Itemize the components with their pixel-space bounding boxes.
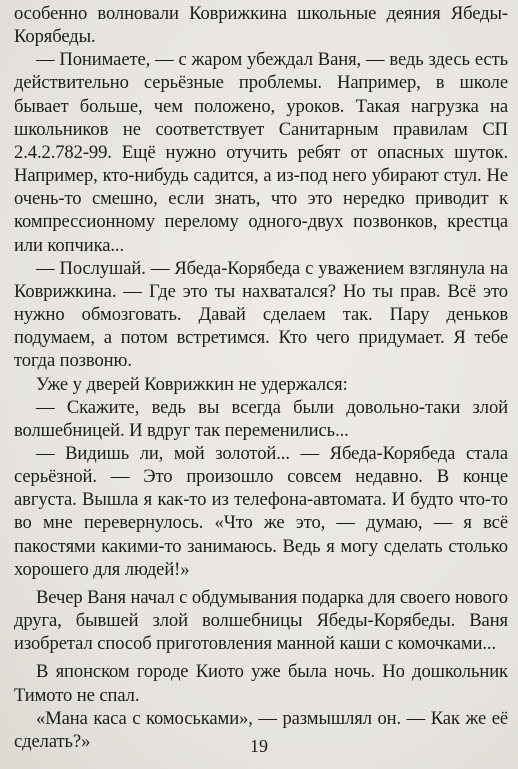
page-number: 19 <box>250 736 268 756</box>
paragraph-1: особенно волновали Коврижкина школьные деяния Ябеды-Корябеды. <box>14 3 508 48</box>
paragraph-5: — Скажите, ведь вы всегда были довольно-таки злой волшебницей. И вдруг так переменились... <box>14 396 508 441</box>
paragraph-9: «Мана каса с комоськами», — размышлял он. — Как же её сделать?» <box>14 707 508 752</box>
paragraph-7: Вечер Ваня начал с обдумывания подарка для своего нового друга, бывшей злой волшебницы Ябеды-Корябеды. Ваня изобретал способ приготовления манной каши с комочками... <box>14 586 508 655</box>
paragraph-3: — Послушай. — Ябеда-Корябеда с уважением взглянула на Коврижкина. — Где это ты нахватался? Но ты прав. Всё это нужно обмозговать. Давай сделаем так. Пару деньков подумаем, а потом встретимся. Кто чего придумает. Я тебе тогда позвоню. <box>14 257 508 372</box>
paragraph-6: — Видишь ли, мой золотой... — Ябеда-Корябеда стала серьёзной. — Это произошло совсем недавно. В конце августа. Вышла я как-то из телефона-автомата. И будто что-то во мне перевернулось. «Что же это, — думаю, — я всё пакостями какими-то занимаюсь. Ведь я могу сделать столько хорошего для людей!» <box>14 442 508 580</box>
paragraph-2: — Понимаете, — с жаром убеждал Ваня, — ведь здесь есть действительно серьёзные проблемы. Например, в школе бывает больше, чем положено, уроков. Такая нагрузка на школьников не соответствует Санитарным правилам СП 2.4.2.782-99. Ещё нужно отучить ребят от опасных шуток. Например, кто-нибудь садится, а из-под него убирают стул. Не очень-то смешно, если знать, что это нередко приводит к компрессионному перелому одного-двух позвонков, крестца или копчика... <box>14 49 508 256</box>
paragraph-8: В японском городе Киото уже была ночь. Но дошкольник Тимото не спал. <box>14 661 508 706</box>
paragraph-4: Уже у дверей Коврижкин не удержался: <box>36 373 348 395</box>
